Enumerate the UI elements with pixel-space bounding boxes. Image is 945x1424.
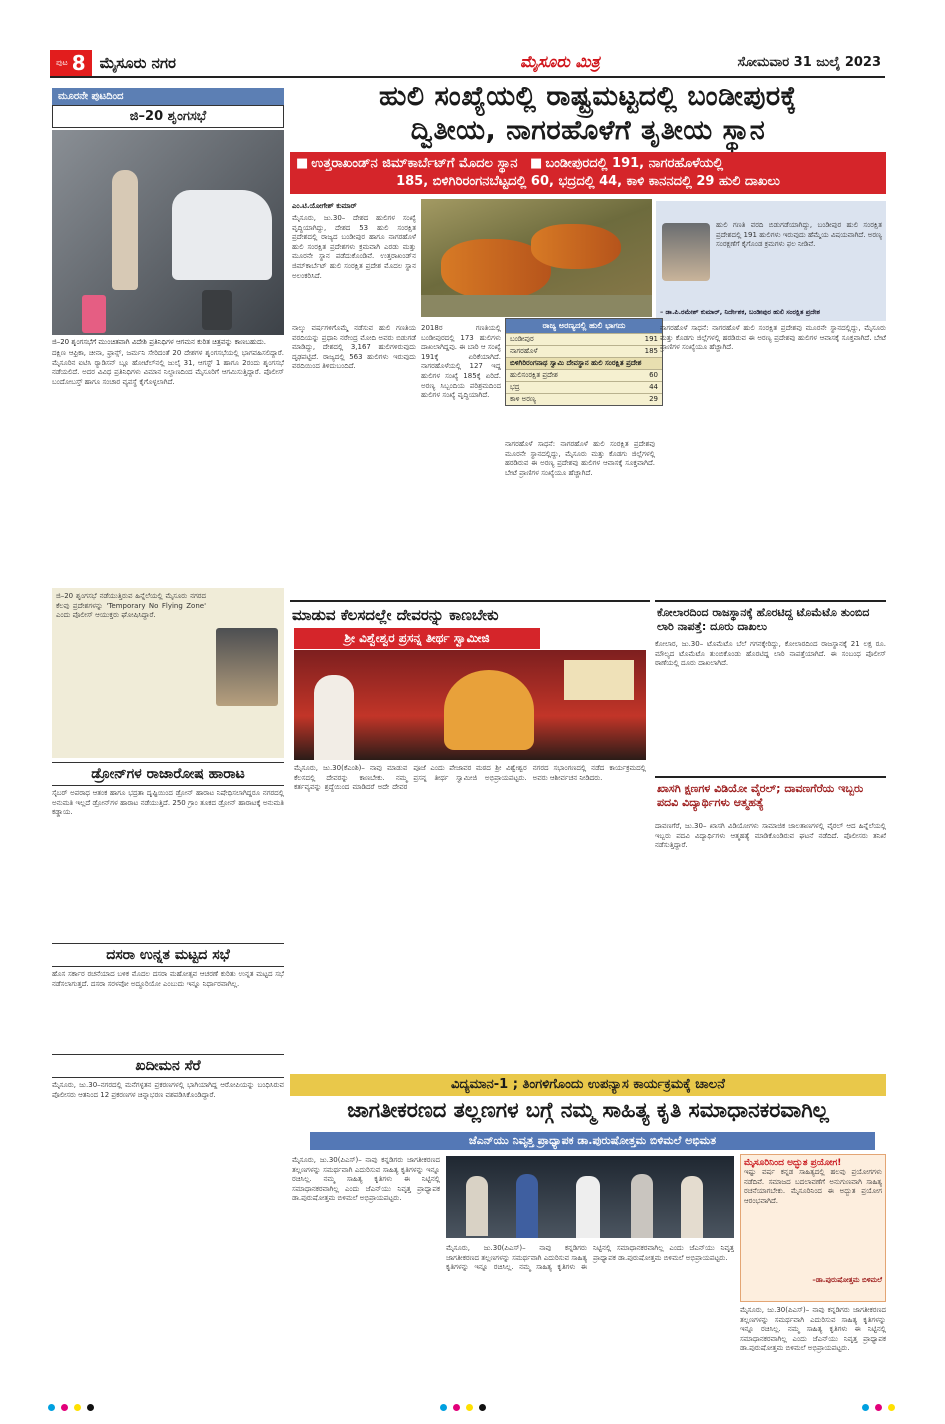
quote-heading: ಮೈಸೂರಿನಿಂದ ಅದ್ಭುತ ಪ್ರಯೋಗ! bbox=[744, 1158, 842, 1168]
registration-marks-left bbox=[48, 1404, 94, 1411]
g20-photo bbox=[52, 130, 284, 335]
table-row: ಹುಲಿಸಂರಕ್ಷಿತ ಪ್ರದೇಶ 60 bbox=[506, 369, 662, 381]
director-photo bbox=[662, 223, 710, 281]
student-body: ದಾವಣಗೆರೆ, ಜು.30– ಖಾಸಗಿ ವಿಡಿಯೋಗಳು ಸಾಮಾಜಿಕ ಜಾಲತಾಣಗಳಲ್ಲಿ ವೈರಲ್ ಆದ ಹಿನ್ನೆಲೆಯಲ್ಲಿ ಇಬ್ಬರು ಪದವಿ ವಿದ್ಯಾರ್ಥಿಗಳು ಆತ್ಮಹತ್ಯೆ ಮಾಡಿಕೊಂಡಿರುವ ಘಟನೆ ನಡೆದಿದೆ. ಪೊಲೀಸರು ತನಿಖೆ ನಡೆಸುತ್ತಿದ್ದಾರೆ. bbox=[655, 822, 886, 850]
drone-heading: ಡ್ರೋನ್‌ಗಳ ರಾಜಾರೋಷ ಹಾರಾಟ bbox=[52, 762, 284, 786]
lead-body-e: ನಾಗರಹೊಳೆ ಸಾಧನೆ: ನಾಗರಹೊಳೆ ಹುಲಿ ಸಂರಕ್ಷಿತ ಪ್ರದೇಶವು ಮೂರನೇ ಸ್ಥಾನದಲ್ಲಿದ್ದು, ಮೈಸೂರು ಮತ್ತು ಕೊಡಗು ಜಿಲ್ಲೆಗಳಲ್ಲಿ ಹರಡಿರುವ ಈ ಅರಣ್ಯ ಪ್ರದೇಶವು ಹುಲಿಗಳ ಆವಾಸಕ್ಕೆ ಸೂಕ್ತವಾಗಿದೆ. ಬೇಟೆ ಪ್ರಾಣಿಗಳ ಸಂಖ್ಯೆಯೂ ಹೆಚ್ಚಾಗಿದೆ. bbox=[660, 324, 886, 352]
lead-byline: ಎಂ.ಟಿ.ಯೋಗೇಶ್ ಕುಮಾರ್ bbox=[292, 202, 357, 210]
arrest-body: ಮೈಸೂರು, ಜು.30–ನಗರದಲ್ಲಿ ಮನೆಗಳ್ಳತನ ಪ್ರಕರಣಗಳಲ್ಲಿ ಭಾಗಿಯಾಗಿದ್ದ ಆರೋಪಿಯನ್ನು ಬಂಧಿಸಿರುವ ಪೊಲೀಸರು ಆತನಿಂದ 12 ಪ್ರಕರಣಗಳ ಚಿನ್ನಾಭರಣ ವಶಪಡಿಸಿಕೊಂಡಿದ್ದಾರೆ. bbox=[52, 1081, 284, 1099]
director-quote: ಹುಲಿ ಗಣತಿ ವರದಿ ಬಿಡುಗಡೆಯಾಗಿದ್ದು, ಬಂಡೀಪುರ ಹುಲಿ ಸಂರಕ್ಷಿತ ಪ್ರದೇಶದಲ್ಲಿ 191 ಹುಲಿಗಳು ಇರುವುದು ಹೆಮ್ಮೆಯ ವಿಷಯವಾಗಿದೆ. ಅರಣ್ಯ ಸಂರಕ್ಷಣೆಗೆ ಕೈಗೊಂಡ ಕ್ರಮಗಳು ಫಲ ನೀಡಿವೆ. bbox=[716, 221, 882, 249]
g20-body: ದಕ್ಷಿಣ ಆಫ್ರಿಕಾ, ಚೀನಾ, ಫ್ರಾನ್ಸ್, ಜರ್ಮನಿ ಸೇರಿದಂತೆ 20 ದೇಶಗಳ ಶೃಂಗಸಭೆಯಲ್ಲಿ ಭಾಗವಹಿಸಲಿದ್ದಾರೆ. ಮೈಸೂರಿನ ಐಟಿಸಿ ರ‍್ಯಾಡಿಸನ್ ಬ್ಲೂ ಹೋಟೆಲ್‌ನಲ್ಲಿ ಜುಲೈ 31, ಆಗಸ್ಟ್ 1 ಹಾಗೂ 2ರಂದು ಶೃಂಗಸಭೆ ನಡೆಯಲಿದೆ. ಅದರ ವಿವಿಧ ಪ್ರತಿನಿಧಿಗಳು ವಿಮಾನ ನಿಲ್ದಾಣದಿಂದ ಮೈಸೂರಿಗೆ ಆಗಮಿಸುತ್ತಿದ್ದಾರೆ. ಪೊಲೀಸ್ ಬಂದೋಬಸ್ತ್ ಹಾಗೂ ಸಂಚಾರ ವ್ಯವಸ್ಥೆ ಕೈಗೊಳ್ಳಲಾಗಿದೆ. bbox=[52, 349, 284, 386]
quote-credit: –ಡಾ.ಪುರುಷೋತ್ತಮ ಬಿಳಿಮಲೆ bbox=[812, 1276, 882, 1284]
page-number: 8 bbox=[71, 51, 86, 75]
lead-sub3: 185, ಬಿಳಿಗಿರಿರಂಗನಬೆಟ್ಟದಲ್ಲಿ 60, ಭದ್ರದಲ್ಲಿ 44, ಕಾಳಿ ಕಾನನದಲ್ಲಿ 29 ಹುಲಿ ದಾಖಲು bbox=[396, 174, 780, 189]
lead-subheads bbox=[290, 152, 886, 194]
table-row: ಬಂಡೀಪುರ 191 bbox=[506, 333, 662, 345]
issue-date: ಸೋಮವಾರ 31 ಜುಲೈ 2023 bbox=[737, 55, 881, 70]
director-quote-box bbox=[656, 201, 886, 321]
left-column bbox=[52, 88, 284, 1171]
lead-body-a: ಮೈಸೂರು, ಜು.30– ದೇಶದ ಹುಲಿಗಳ ಸಂಖ್ಯೆ ವೃದ್ಧಿಯಾಗಿದ್ದು, ದೇಶದ 53 ಹುಲಿ ಸಂರಕ್ಷಿತ ಪ್ರದೇಶದಲ್ಲಿ ರಾಜ್ಯದ ಬಂಡೀಪುರ ಹಾಗೂ ನಾಗರಹೊಳೆ ಹುಲಿ ಸಂರಕ್ಷಿತ ಪ್ರದೇಶಗಳು ಕ್ರಮವಾಗಿ ಎರಡು ಮತ್ತು ಮೂರನೇ ಸ್ಥಾನ ಪಡೆದುಕೊಂಡಿವೆ. ಉತ್ತರಾಖಂಡ್‌ನ ಜಿಮ್‌ಕಾರ್ಬೆಟ್ ಹುಲಿ ಸಂರಕ್ಷಿತ ಪ್ರದೇಶ ಮೊದಲ ಸ್ಥಾನ ಅಲಂಕರಿಸಿದೆ. bbox=[292, 214, 416, 280]
masthead-logo: ಮೈಸೂರು ಮಿತ್ರ bbox=[520, 52, 600, 71]
bullet-icon: ■ bbox=[296, 156, 309, 171]
lead-body-c: 2018ರ ಗಣತಿಯಲ್ಲಿ ಬಂಡೀಪುರದಲ್ಲಿ 173 ಹುಲಿಗಳು ದಾಖಲಾಗಿದ್ದವು. ಈ ಬಾರಿ ಆ ಸಂಖ್ಯೆ 191ಕ್ಕೆ ಏರಿಕೆಯಾಗಿದೆ. ನಾಗರಹೊಳೆಯಲ್ಲಿ 127 ಇದ್ದ ಹುಲಿಗಳ ಸಂಖ್ಯೆ 185ಕ್ಕೆ ಏರಿದೆ. ಅರಣ್ಯ ಸಿಬ್ಬಂದಿಯ ಪರಿಶ್ರಮದಿಂದ ಹುಲಿಗಳ ಸಂಖ್ಯೆ ವೃದ್ಧಿಯಾಗಿದೆ. bbox=[421, 324, 501, 400]
table-row: ನಾಗರಹೊಳೆ 185 bbox=[506, 345, 662, 357]
student-heading: ಖಾಸಗಿ ಕ್ಷಣಗಳ ವಿಡಿಯೋ ವೈರಲ್; ದಾವಣಗೆರೆಯ ಇಬ್ಬರು ಪದವಿ ವಿದ್ಯಾರ್ಥಿಗಳು ಆತ್ಮಹತ್ಯೆ bbox=[655, 776, 886, 814]
g20-title: ಜಿ–20 ಶೃಂಗಸಭೆ bbox=[52, 105, 284, 128]
g20-photo-caption: ಜಿ–20 ಶೃಂಗಸಭೆಗೆ ಮುಂಚಿತವಾಗಿ ವಿದೇಶಿ ಪ್ರತಿನಿಧಿಗಳ ಆಗಮನ ಕುರಿತ ಚಿತ್ರವನ್ನು ಕಾಣಬಹುದು. bbox=[52, 338, 266, 346]
table-row: ಭದ್ರ 44 bbox=[506, 381, 662, 393]
table-subheading: ಬಿಳಿಗಿರಿರಂಗನಾಥ ಸ್ವಾಮಿ ದೇವಸ್ಥಾನ ಹುಲಿ ಸಂರಕ್ಷಿತ ಪ್ರದೇಶ bbox=[506, 357, 662, 369]
no-fly-notice bbox=[52, 588, 284, 758]
lecture-body-b: ಮೈಸೂರು, ಜು.30(ಪಿಎಸ್)– ನಾವು ಕನ್ನಡಿಗರು ಜಾಗತೀಕರಣದ ತಲ್ಲಣಗಳನ್ನು ಸಮರ್ಥವಾಗಿ ಎದುರಿಸುವ ಸಾಹಿತ್ಯ ಕೃತಿಗಳನ್ನು ಇನ್ನೂ ರಚಿಸಿಲ್ಲ. ನಮ್ಮ ಸಾಹಿತ್ಯ ಕೃತಿಗಳು ಈ ನಿಟ್ಟಿನಲ್ಲಿ ಸಮಾಧಾನಕರವಾಗಿಲ್ಲ ಎಂದು ಜೆಎನ್‌ಯು ನಿವೃತ್ತ ಪ್ರಾಧ್ಯಾಪಕ ಡಾ.ಪುರುಷೋತ್ತಮ ಬಿಳಿಮಲೆ ಅಭಿಪ್ರಾಯಪಟ್ಟರು. bbox=[446, 1244, 734, 1272]
swamiji-photo bbox=[294, 650, 646, 760]
drone-body: ಸೈಬರ್ ಅಪರಾಧ ಆತಂಕ ಹಾಗೂ ಭದ್ರತಾ ದೃಷ್ಟಿಯಿಂದ ಡ್ರೋನ್ ಹಾರಾಟ ನಿಷೇಧಿಸಲಾಗಿದ್ದರೂ ನಗರದಲ್ಲಿ ಅನುಮತಿ ಇಲ್ಲದೆ ಡ್ರೋನ್‌ಗಳ ಹಾರಾಟ ನಡೆಯುತ್ತಿದೆ. 250 ಗ್ರಾಂ ತೂಕದ ಡ್ರೋನ್ ಹಾರಾಟಕ್ಕೆ ಅನುಮತಿ ಕಡ್ಡಾಯ. bbox=[52, 789, 284, 817]
director-credit: – ಡಾ.ಪಿ.ರಮೇಶ್ ಕುಮಾರ್, ನಿರ್ದೇಶಕ, ಬಂಡೀಪುರ ಹುಲಿ ಸಂರಕ್ಷಿತ ಪ್ರದೇಶ bbox=[660, 308, 821, 316]
lead-headline-line2: ದ್ವಿತೀಯ, ನಾಗರಹೊಳೆಗೆ ತೃತೀಯ ಸ್ಥಾನ bbox=[410, 115, 766, 146]
lecture-quote-box bbox=[740, 1154, 886, 1302]
table-row: ಕಾಳಿ ಅರಣ್ಯ 29 bbox=[506, 393, 662, 405]
arrest-heading: ಖದೀಮನ ಸೆರೆ bbox=[52, 1054, 284, 1078]
registration-marks-center bbox=[440, 1404, 486, 1411]
dasara-body: ಹೊಸ ಸರ್ಕಾರ ರಚನೆಯಾದ ಬಳಿಕ ಮೊದಲ ದಸರಾ ಮಹೋತ್ಸವ ಆಚರಣೆ ಕುರಿತು ಉನ್ನತ ಮಟ್ಟದ ಸಭೆ ನಡೆಸಲಾಗುತ್ತದೆ. ದಸರಾ ಸರಳವೋ ಅದ್ಧೂರಿಯೋ ಎಂಬುದು ಇನ್ನೂ ನಿರ್ಧಾರವಾಗಿಲ್ಲ. bbox=[52, 970, 284, 988]
no-fly-text: ಜಿ–20 ಶೃಂಗಸಭೆ ನಡೆಯುತ್ತಿರುವ ಹಿನ್ನೆಲೆಯಲ್ಲಿ ಮೈಸೂರು ನಗರದ ಕೆಲವು ಪ್ರದೇಶಗಳನ್ನು 'Temporary No Flying Zone' ಎಂದು ಪೊಲೀಸ್ ಆಯುಕ್ತರು ಘೋಷಿಸಿದ್ದಾರೆ. bbox=[56, 592, 206, 620]
tiger-count-table bbox=[505, 318, 663, 406]
page-label: ಪುಟ bbox=[56, 58, 68, 67]
lead-body-d: ನಾಗರಹೊಳೆ ಸಾಧನೆ: ನಾಗರಹೊಳೆ ಹುಲಿ ಸಂರಕ್ಷಿತ ಪ್ರದೇಶವು ಮೂರನೇ ಸ್ಥಾನದಲ್ಲಿದ್ದು, ಮೈಸೂರು ಮತ್ತು ಕೊಡಗು ಜಿಲ್ಲೆಗಳಲ್ಲಿ ಹರಡಿರುವ ಈ ಅರಣ್ಯ ಪ್ರದೇಶವು ಹುಲಿಗಳ ಆವಾಸಕ್ಕೆ ಸೂಕ್ತವಾಗಿದೆ. ಬೇಟೆ ಪ್ರಾಣಿಗಳ ಸಂಖ್ಯೆಯೂ ಹೆಚ್ಚಾಗಿದೆ. bbox=[505, 440, 655, 477]
section-title: ಮೈಸೂರು ನಗರ bbox=[99, 54, 176, 72]
dasara-heading: ದಸರಾ ಉನ್ನತ ಮಟ್ಟದ ಸಭೆ bbox=[52, 943, 284, 967]
officer-photo bbox=[216, 628, 278, 706]
table-title: ರಾಜ್ಯ ಅರಣ್ಯದಲ್ಲಿ ಹುಲಿ ಭಾಗದು bbox=[506, 319, 662, 333]
tiger-photo bbox=[421, 199, 652, 317]
lecture-strip: ವಿದ್ಯಮಾನ-1 ; ತಿಂಗಳಿಗೊಂದು ಉಪನ್ಯಾಸ ಕಾರ್ಯಕ್ರಮಕ್ಕೆ ಚಾಲನೆ bbox=[290, 1074, 886, 1096]
lead-headline-line1: ಹುಲಿ ಸಂಖ್ಯೆಯಲ್ಲಿ ರಾಷ್ಟ್ರಮಟ್ಟದಲ್ಲಿ ಬಂಡೀಪುರಕ್ಕೆ bbox=[379, 81, 797, 112]
lecture-subhead: ಜೆಎನ್‌ಯು ನಿವೃತ್ತ ಪ್ರಾಧ್ಯಾಪಕ ಡಾ.ಪುರುಷೋತ್ತಮ ಬಿಳಿಮಲೆ ಅಭಿಮತ bbox=[310, 1132, 875, 1150]
lecture-photo bbox=[446, 1156, 734, 1238]
registration-marks-right bbox=[862, 1404, 895, 1411]
god-story-heading: ಮಾಡುವ ಕೆಲಸದಲ್ಲೇ ದೇವರನ್ನು ಕಾಣಬೇಕು bbox=[290, 600, 650, 628]
page-header bbox=[50, 50, 885, 78]
lecture-body-a: ಮೈಸೂರು, ಜು.30(ಪಿಎಸ್)– ನಾವು ಕನ್ನಡಿಗರು ಜಾಗತೀಕರಣದ ತಲ್ಲಣಗಳನ್ನು ಸಮರ್ಥವಾಗಿ ಎದುರಿಸುವ ಸಾಹಿತ್ಯ ಕೃತಿಗಳನ್ನು ಇನ್ನೂ ರಚಿಸಿಲ್ಲ. ನಮ್ಮ ಸಾಹಿತ್ಯ ಕೃತಿಗಳು ಈ ನಿಟ್ಟಿನಲ್ಲಿ ಸಮಾಧಾನಕರವಾಗಿಲ್ಲ ಎಂದು ಜೆಎನ್‌ಯು ನಿವೃತ್ತ ಪ್ರಾಧ್ಯಾಪಕ ಡಾ.ಪುರುಷೋತ್ತಮ ಬಿಳಿಮಲೆ ಅಭಿಪ್ರಾಯಪಟ್ಟರು. bbox=[292, 1156, 440, 1203]
lecture-body-c: ಮೈಸೂರು, ಜು.30(ಪಿಎಸ್)– ನಾವು ಕನ್ನಡಿಗರು ಜಾಗತೀಕರಣದ ತಲ್ಲಣಗಳನ್ನು ಸಮರ್ಥವಾಗಿ ಎದುರಿಸುವ ಸಾಹಿತ್ಯ ಕೃತಿಗಳನ್ನು ಇನ್ನೂ ರಚಿಸಿಲ್ಲ. ನಮ್ಮ ಸಾಹಿತ್ಯ ಕೃತಿಗಳು ಈ ನಿಟ್ಟಿನಲ್ಲಿ ಸಮಾಧಾನಕರವಾಗಿಲ್ಲ ಎಂದು ಜೆಎನ್‌ಯು ನಿವೃತ್ತ ಪ್ರಾಧ್ಯಾಪಕ ಡಾ.ಪುರುಷೋತ್ತಮ ಬಿಳಿಮಲೆ ಅಭಿಪ್ರಾಯಪಟ್ಟರು. bbox=[740, 1306, 886, 1353]
tomato-body: ಕೋಲಾರ, ಜು.30– ಟೊಮೆಟೊ ಬೆಲೆ ಗಗನಕ್ಕೇರಿದ್ದು, ಕೋಲಾರದಿಂದ ರಾಜಸ್ಥಾನಕ್ಕೆ 21 ಲಕ್ಷ ರೂ. ಮೌಲ್ಯದ ಟೊಮೆಟೊ ತುಂಬಿಕೊಂಡು ಹೊರಟಿದ್ದ ಲಾರಿ ನಾಪತ್ತೆಯಾಗಿದೆ. ಈ ಸಂಬಂಧ ಪೊಲೀಸ್ ಠಾಣೆಯಲ್ಲಿ ದೂರು ದಾಖಲಾಗಿದೆ. bbox=[655, 640, 886, 668]
lead-body-b: ನಾಲ್ಕು ವರ್ಷಗಳಿಗೊಮ್ಮೆ ನಡೆಸುವ ಹುಲಿ ಗಣತಿಯ ವರದಿಯನ್ನು ಪ್ರಧಾನಿ ನರೇಂದ್ರ ಮೋದಿ ಅವರು ಬಿಡುಗಡೆ ಮಾಡಿದ್ದು, ದೇಶದಲ್ಲಿ 3,167 ಹುಲಿಗಳಿರುವುದು ದೃಢಪಟ್ಟಿದೆ. ರಾಜ್ಯದಲ್ಲಿ 563 ಹುಲಿಗಳು ಇರುವುದು ವರದಿಯಿಂದ ತಿಳಿದುಬಂದಿದೆ. bbox=[292, 324, 416, 371]
quote-text: ಇಷ್ಟು ವರ್ಷ ಕನ್ನಡ ಸಾಹಿತ್ಯದಲ್ಲಿ ಹಲವು ಪ್ರಯೋಗಗಳು ನಡೆದಿವೆ. ಸಮಾಜದ ಬದಲಾವಣೆಗೆ ಅನುಗುಣವಾಗಿ ಸಾಹಿತ್ಯ ರಚನೆಯಾಗಬೇಕು. ಮೈಸೂರಿನಿಂದ ಈ ಅದ್ಭುತ ಪ್ರಯೋಗ ಆರಂಭವಾಗಿದೆ. bbox=[744, 1168, 882, 1205]
page-number-tag bbox=[50, 50, 92, 76]
continued-banner: ಮೂರನೇ ಪುಟದಿಂದ bbox=[52, 88, 284, 105]
lead-sub1: ಉತ್ತರಾಖಂಡ್‌ನ ಜಿಮ್‌ಕಾರ್ಬೆಟ್‌ಗೆ ಮೊದಲ ಸ್ಥಾನ bbox=[311, 156, 518, 171]
lead-story bbox=[290, 80, 886, 194]
lecture-headline: ಜಾಗತೀಕರಣದ ತಲ್ಲಣಗಳ ಬಗ್ಗೆ ನಮ್ಮ ಸಾಹಿತ್ಯ ಕೃತಿ ಸಮಾಧಾನಕರವಾಗಿಲ್ಲ bbox=[347, 1098, 829, 1122]
tomato-heading: ಕೋಲಾರದಿಂದ ರಾಜಸ್ಥಾನಕ್ಕೆ ಹೊರಟಿದ್ದ ಟೊಮೆಟೊ ತುಂಬಿದ ಲಾರಿ ನಾಪತ್ತೆ: ದೂರು ದಾಖಲು bbox=[655, 600, 886, 638]
god-story-body: ಮೈಸೂರು, ಜು.30(ಕೆಎಂಶಿ)– ನಾವು ಮಾಡುವ ಕೆಲಸದಲ್ಲಿ ದೇವರನ್ನು ಕಾಣಬೇಕು. ನಮ್ಮ ಕರ್ತವ್ಯವನ್ನು ಶ್ರದ್ಧೆಯಿಂದ ಮಾಡಿದರೆ ಅದೇ ದೇವರ ಪೂಜೆ ಎಂದು ಪೇಜಾವರ ಮಠದ ಶ್ರೀ ವಿಶ್ವೇಶ್ವರ ಪ್ರಸನ್ನ ತೀರ್ಥ ಸ್ವಾಮೀಜಿ ಅಭಿಪ್ರಾಯಪಟ್ಟರು. ನಗರದ ಸಭಾಂಗಣದಲ್ಲಿ ನಡೆದ ಕಾರ್ಯಕ್ರಮದಲ್ಲಿ ಅವರು ಆಶೀರ್ವಚನ ನೀಡಿದರು. bbox=[294, 764, 646, 792]
lead-sub2: ಬಂಡೀಪುರದಲ್ಲಿ 191, ನಾಗರಹೊಳೆಯಲ್ಲಿ bbox=[545, 156, 724, 171]
bullet-icon: ■ bbox=[530, 156, 543, 171]
god-story-strip: ಶ್ರೀ ವಿಶ್ವೇಶ್ವರ ಪ್ರಸನ್ನ ತೀರ್ಥ ಸ್ವಾಮೀಜಿ bbox=[294, 628, 540, 649]
